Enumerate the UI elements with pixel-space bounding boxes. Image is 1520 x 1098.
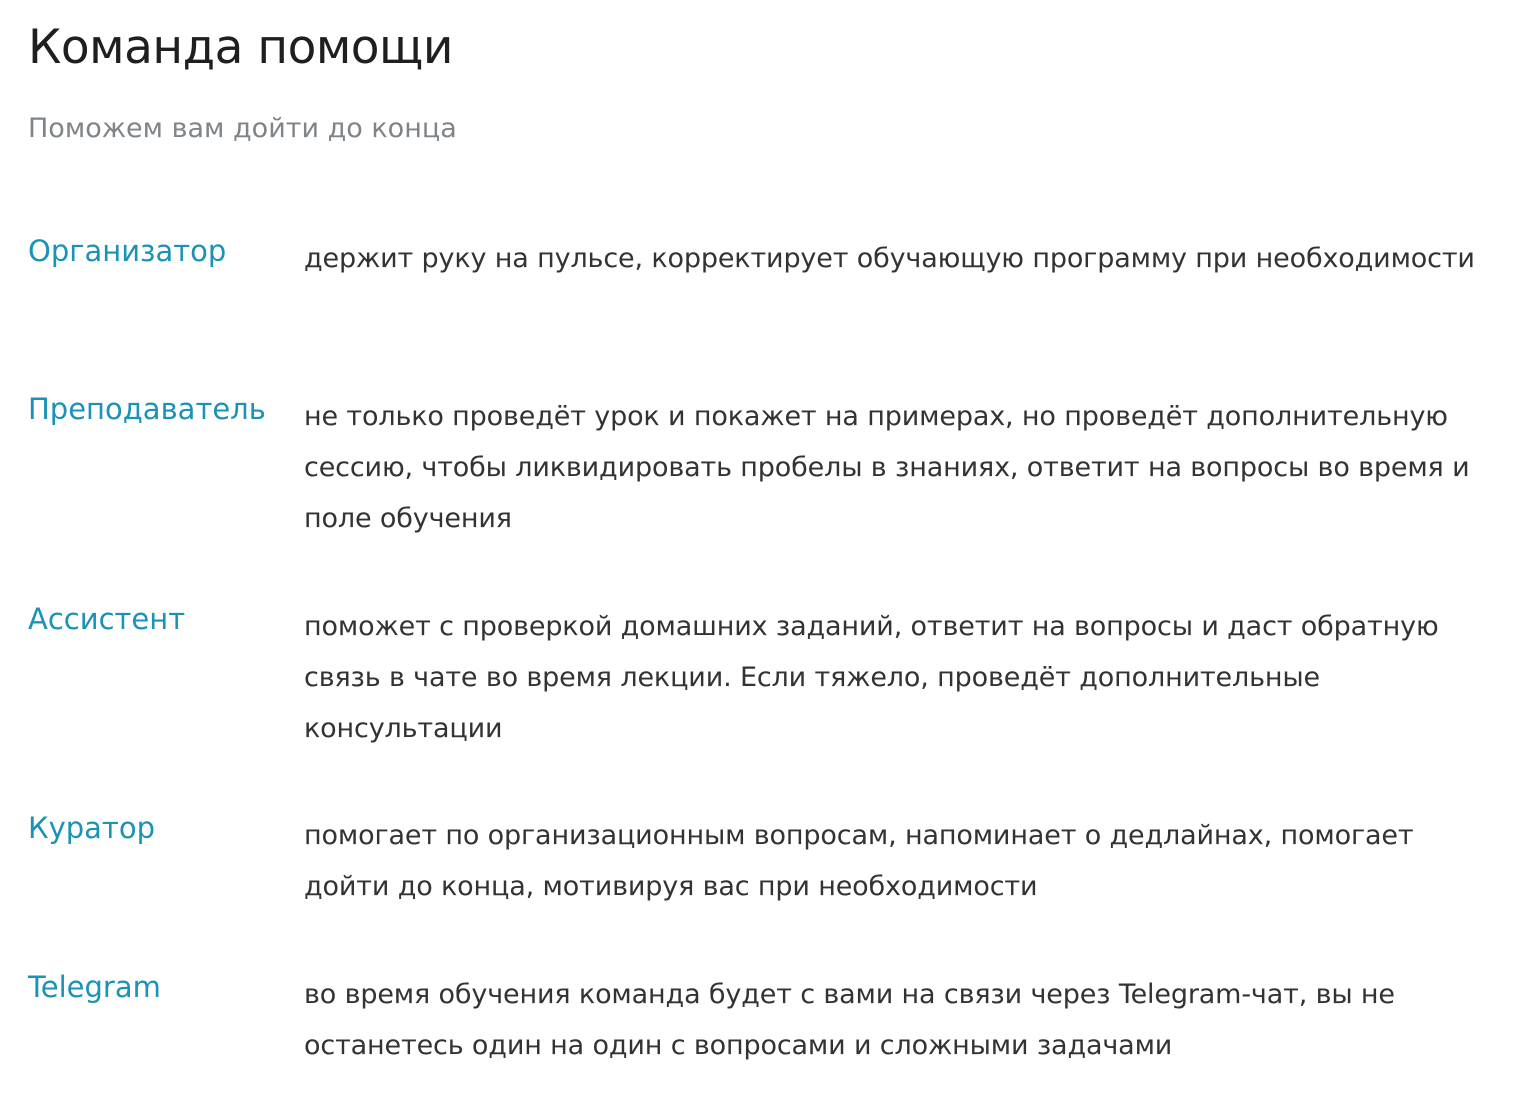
role-description-teacher: не только проведёт урок и покажет на примерах, но проведёт дополнительную сессию, чтобы ликвидировать пробелы в знаниях, ответит на вопросы во время и поле обучения xyxy=(304,401,1470,534)
role-name-teacher: Преподаватель xyxy=(28,392,266,426)
role-description-assistant: поможет с проверкой домашних заданий, ответит на вопросы и даст обратную связь в чате во время лекции. Если тяжело, проведёт дополнительные консультации xyxy=(304,611,1439,744)
role-name-curator: Куратор xyxy=(28,811,155,845)
role-description-organizer: держит руку на пульсе, корректирует обучающую программу при необходимости xyxy=(304,243,1475,274)
role-name-telegram: Telegram xyxy=(28,970,161,1004)
page-title: Команда помощи xyxy=(28,20,453,75)
role-name-organizer: Организатор xyxy=(28,234,227,268)
role-description-curator: помогает по организационным вопросам, напоминает о дедлайнах, помогает дойти до конца, мотивируя вас при необходимости xyxy=(304,820,1414,902)
role-name-assistant: Ассистент xyxy=(28,602,186,636)
role-description-telegram: во время обучения команда будет с вами на связи через Telegram-чат, вы не останетесь один на один с вопросами и сложными задачами xyxy=(304,979,1395,1061)
page-subtitle: Поможем вам дойти до конца xyxy=(28,113,457,144)
